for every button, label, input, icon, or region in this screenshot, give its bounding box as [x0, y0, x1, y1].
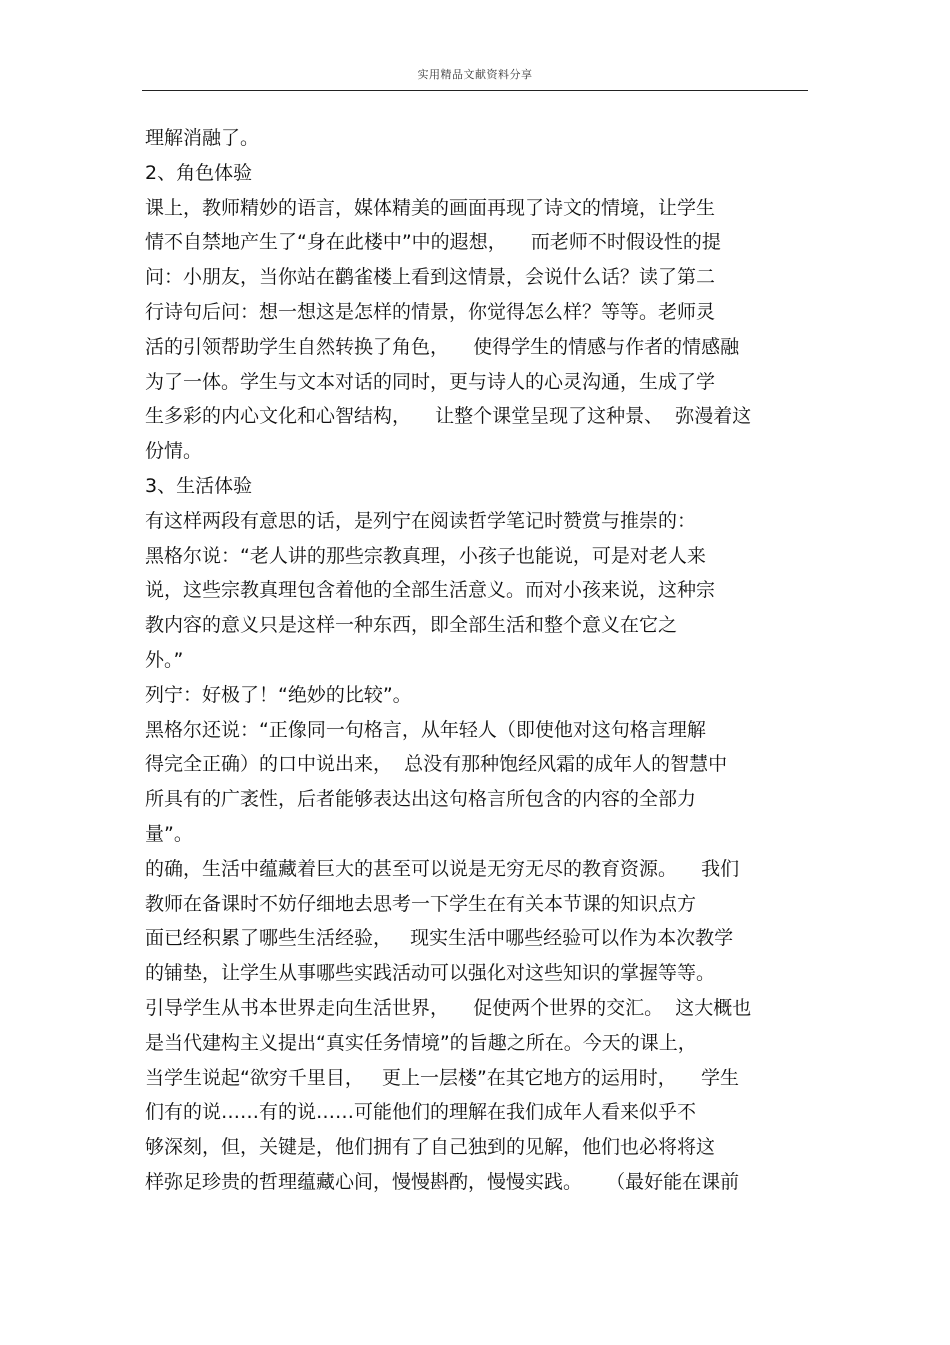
text-line: 样弥足珍贵的哲理蕴藏心间，慢慢斟酌，慢慢实践。 （最好能在课前 — [145, 1170, 740, 1193]
text-line: 面已经积累了哪些生活经验， 现实生活中哪些经验可以作为本次教学 — [145, 927, 734, 950]
header-divider — [142, 90, 808, 91]
text-line: 得完全正确）的口中说出来， 总没有那种饱经风霜的成年人的智慧中 — [145, 753, 728, 776]
text-line: 是当代建构主义提出“真实任务情境”的旨趣之所在。今天的课上， — [145, 1031, 697, 1054]
page-header: 实用精品文献资料分享 — [417, 68, 533, 81]
text-line: 教师在备课时不妨仔细地去思考一下学生在有关本节课的知识点方 — [145, 892, 697, 915]
text-line: 黑格尔还说：“正像同一句格言，从年轻人（即使他对这句格言理解 — [145, 718, 706, 741]
text-line: 黑格尔说：“老人讲的那些宗教真理，小孩子也能说，可是对老人来 — [145, 544, 706, 567]
text-line: 所具有的广袤性，后者能够表达出这句格言所包含的内容的全部力 — [145, 788, 697, 811]
text-line: 教内容的意义只是这样一种东西，即全部生活和整个意义在它之 — [145, 614, 678, 637]
section-heading-role-experience: 2、角色体验 — [145, 161, 253, 184]
text-line: 生多彩的内心文化和心智结构， 让整个课堂呈现了这种景、 弥漫着这 — [145, 405, 752, 428]
text-line: 外。” — [145, 648, 184, 671]
text-line: 够深刻，但，关键是，他们拥有了自己独到的见解，他们也必将将这 — [145, 1136, 716, 1159]
text-line: 有这样两段有意思的话，是列宁在阅读哲学笔记时赞赏与推崇的： — [145, 509, 697, 532]
text-line: 量”。 — [145, 822, 193, 845]
text-line: 引导学生从书本世界走向生活世界， 促使两个世界的交汇。 这大概也 — [145, 996, 752, 1019]
text-line: 课上，教师精妙的语言，媒体精美的画面再现了诗文的情境，让学生 — [145, 196, 716, 219]
text-line: 问：小朋友，当你站在鹳雀楼上看到这情景，会说什么话？读了第二 — [145, 266, 716, 289]
text-line: 行诗句后问：想一想这是怎样的情景，你觉得怎么样？等等。老师灵 — [145, 300, 716, 323]
document-body — [145, 121, 825, 1200]
text-line: 当学生说起“欲穷千里目， 更上一层楼”在其它地方的运用时， 学生 — [145, 1066, 739, 1089]
text-line: 活的引领帮助学生自然转换了角色， 使得学生的情感与作者的情感融 — [145, 335, 740, 358]
text-line: 列宁：好极了！“绝妙的比较”。 — [145, 683, 412, 706]
text-line: 份情。 — [145, 440, 203, 463]
text-line: 们有的说……有的说……可能他们的理解在我们成年人看来似乎不 — [145, 1101, 697, 1124]
text-line: 理解消融了。 — [145, 127, 260, 149]
text-line: 的铺垫，让学生从事哪些实践活动可以强化对这些知识的掌握等等。 — [145, 962, 716, 985]
text-line: 为了一体。学生与文本对话的同时，更与诗人的心灵沟通，生成了学 — [145, 370, 716, 393]
text-line: 的确，生活中蕴藏着巨大的甚至可以说是无穷无尽的教育资源。 我们 — [145, 857, 740, 880]
text-line: 说，这些宗教真理包含着他的全部生活意义。而对小孩来说，这种宗 — [145, 579, 716, 602]
section-heading-life-experience: 3、生活体验 — [145, 474, 253, 497]
text-line: 情不自禁地产生了“身在此楼中”中的遐想， 而老师不时假设性的提 — [145, 231, 721, 254]
